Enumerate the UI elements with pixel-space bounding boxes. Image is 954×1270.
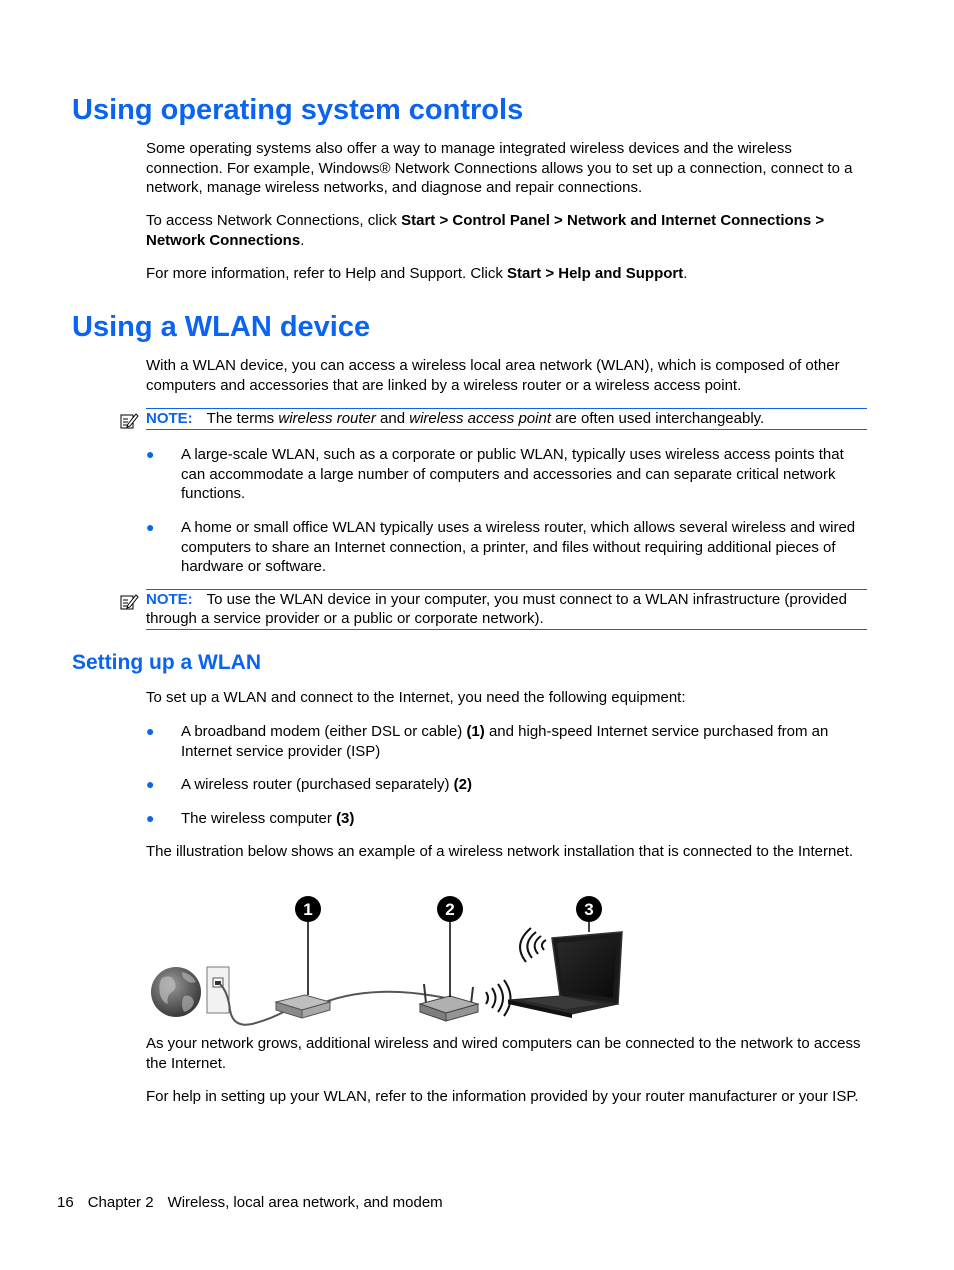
- para3-period: .: [683, 265, 688, 282]
- para3-text: For more information, refer to Help and Support. Click: [146, 265, 507, 282]
- note-term-access-point: wireless access point: [409, 410, 551, 427]
- svg-text:2: 2: [445, 900, 455, 919]
- bullet-icon: ●: [146, 776, 155, 792]
- bullet-icon: ●: [146, 723, 155, 739]
- bullet-text-part: The wireless computer: [181, 810, 337, 827]
- note-text: are often used interchangeably.: [551, 410, 765, 427]
- bullet-text: A large-scale WLAN, such as a corporate or public WLAN, typically uses wireless access points that can accommodate a large number of computers and accessories and can separate critical network functions.: [181, 446, 844, 502]
- note-icon: [119, 592, 139, 612]
- para2-text: To access Network Connections, click: [146, 212, 402, 229]
- para2-period: .: [300, 231, 305, 249]
- callout-ref: (2): [453, 776, 472, 793]
- globe-icon: [151, 967, 201, 1017]
- callout-badge-1: [295, 896, 321, 922]
- note-infrastructure: [146, 589, 867, 630]
- page-footer: [57, 1193, 457, 1212]
- list-item: [146, 722, 870, 761]
- svg-text:3: 3: [584, 900, 594, 919]
- callout-badge-2: [437, 896, 463, 922]
- wall-jack-icon: [207, 967, 229, 1013]
- list-item: [146, 809, 870, 829]
- network-connections-path: Start > Control Panel > Network and Internet Connections > Network Connections: [146, 212, 825, 249]
- note-terms: [146, 408, 867, 430]
- page-number: 16: [57, 1194, 74, 1211]
- list-item: [146, 775, 870, 795]
- list-item: [146, 518, 870, 577]
- os-controls-paragraph-3: [146, 264, 870, 284]
- wlan-device-intro: With a WLAN device, you can access a wireless local area network (WLAN), which is composed of other computers and accessories that are linked by a wireless router or a wireless access point.: [146, 357, 840, 394]
- callout-ref: (3): [336, 810, 355, 827]
- laptop-icon: [508, 932, 622, 1018]
- note-text: and: [375, 410, 410, 427]
- bullet-text-part: A wireless router (purchased separately): [181, 776, 454, 793]
- bullet-text: [181, 809, 870, 829]
- bullet-icon: ●: [146, 810, 155, 826]
- help-setup-paragraph: For help in setting up your WLAN, refer to the information provided by your router manufacturer or your ISP.: [146, 1088, 859, 1105]
- list-item: [146, 445, 870, 504]
- os-controls-paragraph-2: [146, 211, 870, 250]
- note-text: To use the WLAN device in your computer, you must connect to a WLAN infrastructure (provided through a service provider or a public or corporate network).: [146, 591, 847, 627]
- bullet-text: [181, 722, 870, 761]
- bullet-icon: ●: [146, 446, 155, 462]
- wlan-network-illustration: [140, 892, 640, 1032]
- heading-os-controls: Using operating system controls: [72, 94, 524, 126]
- setup-intro: To set up a WLAN and connect to the Internet, you need the following equipment:: [146, 689, 686, 706]
- wireless-signal-icon: [486, 980, 511, 1016]
- router-icon: [420, 984, 478, 1021]
- bullet-text: [181, 775, 870, 795]
- note-term-router: wireless router: [278, 410, 376, 427]
- wireless-signal-icon: [520, 928, 546, 962]
- note-text: The terms: [206, 410, 279, 427]
- figure-intro: The illustration below shows an example of a wireless network installation that is connected to the Internet.: [146, 843, 854, 860]
- modem-icon: [276, 995, 330, 1018]
- note-label: NOTE:: [146, 410, 193, 427]
- note-icon: [119, 411, 139, 431]
- bullet-icon: ●: [146, 519, 155, 535]
- os-controls-paragraph-1: Some operating systems also offer a way to manage integrated wireless devices and the wireless connection. For example, Windows® Network Connections allows you to set up a connection, connect to a network, manage wireless networks, and diagnose and repair connections.: [146, 140, 853, 196]
- network-grows-paragraph: As your network grows, additional wireless and wired computers can be connected to the network to access the Internet.: [146, 1035, 861, 1072]
- heading-wlan-device: Using a WLAN device: [72, 311, 371, 343]
- heading-setting-up-wlan: Setting up a WLAN: [72, 651, 261, 674]
- bullet-text: A home or small office WLAN typically uses a wireless router, which allows several wireless and wired computers to share an Internet connection, a printer, and files without requiring additional pieces of hardware or software.: [181, 519, 856, 575]
- callout-ref: (1): [466, 723, 485, 740]
- svg-text:1: 1: [303, 900, 313, 919]
- bullet-text-part: A broadband modem (either DSL or cable): [181, 723, 467, 740]
- help-support-path: Start > Help and Support: [506, 265, 684, 282]
- footer-chapter: Chapter 2: [87, 1194, 154, 1211]
- callout-badge-3: [576, 896, 602, 922]
- note-label: NOTE:: [146, 591, 193, 608]
- bullet-text-part: and high-speed Internet service purchased from an Internet service provider (ISP): [181, 723, 829, 760]
- footer-chapter-title: Wireless, local area network, and modem: [167, 1194, 443, 1211]
